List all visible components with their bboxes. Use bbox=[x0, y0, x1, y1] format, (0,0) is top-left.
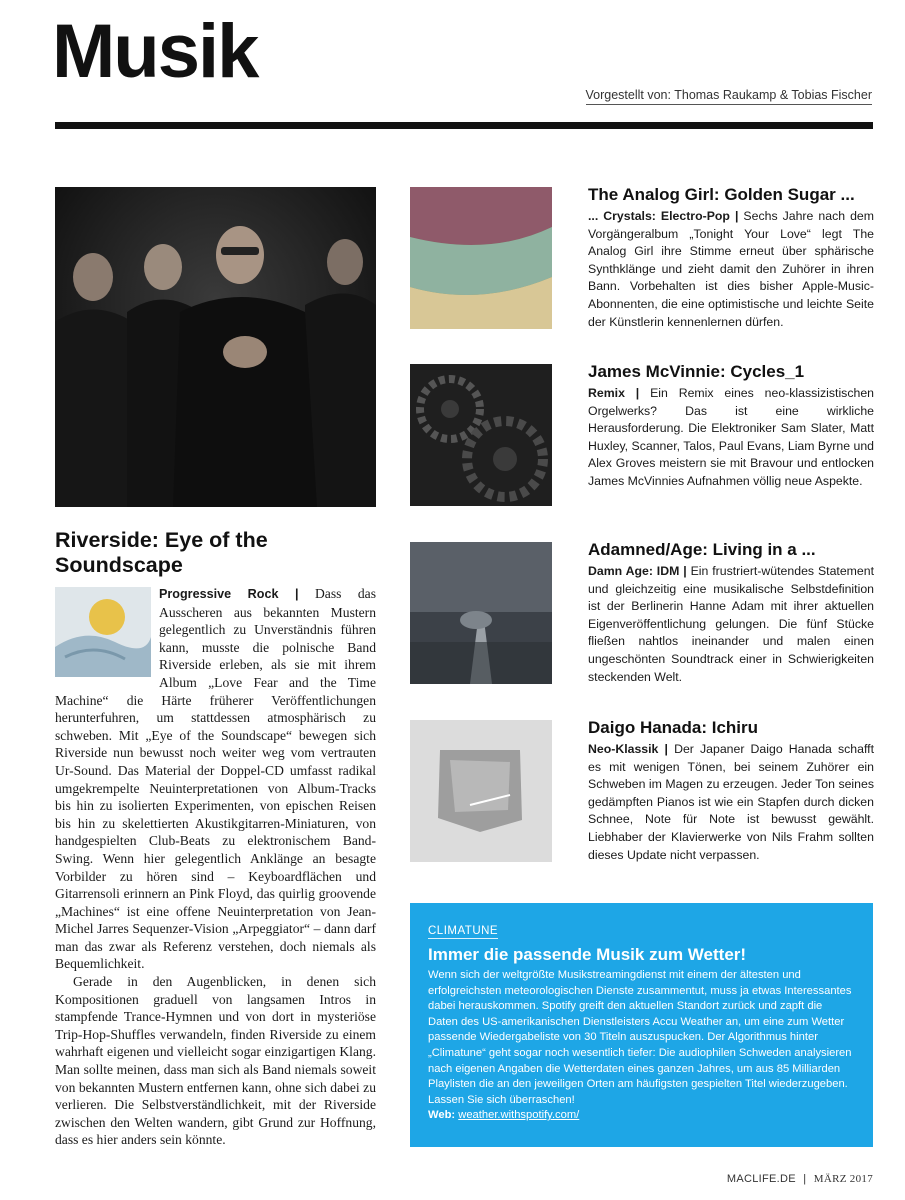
band-photo bbox=[55, 187, 376, 507]
review-title: The Analog Girl: Golden Sugar ... bbox=[588, 185, 855, 204]
byline: Vorgestellt von: Thomas Raukamp & Tobias Fischer bbox=[586, 88, 872, 105]
review-text: Ein frustriert-wütendes Statement und gleichzeitig eine musikalische Selbstdefinition ist der Berlinerin Hanne Adam mit ihrer aktuellen Eigenveröffentlichung gelungen. Die fünf Stücke fließen nahtlos ineinander und malen einen ungeschönten Soundtrack einer in Schwierigkeiten steckenden Welt. bbox=[588, 564, 875, 684]
review-analog-girl bbox=[588, 184, 874, 331]
review-genre: Neo-Klassik | bbox=[588, 742, 668, 756]
feature-genre: Progressive Rock | bbox=[159, 587, 299, 601]
review-genre: Remix | bbox=[588, 386, 640, 400]
web-label: Web: bbox=[428, 1109, 456, 1122]
review-daigo-hanada bbox=[588, 717, 874, 864]
web-link[interactable]: weather.withspotify.com/ bbox=[458, 1109, 580, 1122]
review-adamned-age bbox=[588, 539, 874, 686]
footer-issue: MÄRZ 2017 bbox=[813, 1173, 873, 1185]
review-genre: Damn Age: IDM | bbox=[588, 564, 687, 578]
box-headline: Immer die passende Musik zum Wetter! bbox=[428, 945, 747, 964]
review-title: Daigo Hanada: Ichiru bbox=[588, 718, 759, 737]
climatune-box bbox=[410, 903, 873, 1147]
review-title: James McVinnie: Cycles_1 bbox=[588, 362, 805, 381]
feature-title: Riverside: Eye of the Soundscape bbox=[55, 528, 268, 577]
box-web bbox=[428, 1108, 855, 1124]
page-title: Musik bbox=[52, 9, 258, 94]
adamned-age-cover bbox=[410, 542, 552, 684]
riverside-album-cover bbox=[55, 587, 151, 677]
analog-girl-cover bbox=[410, 187, 552, 329]
feature-body bbox=[55, 585, 376, 1149]
review-text: Ein Remix eines neo-klassizistischen Orgelwerks? Das ist eine wirkliche Herausforderung. Die Elektroniker Sam Slater, Matt Huxley, Scanner, Talos, Paul Evans, Liam Byrne und Alex Groves meistern sie mit Bravour und entlocken James McVinnies Aufnahmen völlig neue Aspekte. bbox=[588, 386, 874, 488]
daigo-hanada-cover bbox=[410, 720, 552, 862]
footer bbox=[727, 1173, 873, 1185]
review-text: Der Japaner Daigo Hanada schafft es mit wenigen Tönen, bei seinem Zuhörer ein Schweben im Magen zu erzeugen. Jeder Ton seines gedämpften Pianos ist wie ein Stapfen durch dicken Schnee, Note für Note ist bewusst gewählt. Liebhaber der Klavierwerke von Nils Frahm sollten dieses Update nicht verpassen. bbox=[588, 742, 874, 862]
footer-separator: | bbox=[803, 1173, 807, 1185]
mcvinnie-cover bbox=[410, 364, 552, 506]
review-text: Sechs Jahre nach dem Vorgängeralbum „Tonight Your Love“ legt The Analog Girl ihre Stimme erneut über sphärische Synthklänge und zieht damit den Zuhörer in ihren Bann. Vorbehalten ist dies bisher Apple-Music-Abonnenten, die eine optimistische und leichte Seite der Künstlerin kennenlernen dürfen. bbox=[588, 209, 874, 329]
box-body: Wenn sich der weltgrößte Musikstreamingdienst mit einem der ältesten und erfolgreichsten meteorologischen Dienste zusammentut, muss ja etwas Interessantes dabei herauskommen. Spotify greift den aktuellen Standort zurück und zapft die Daten des US-amerikanischen Dienstleisters Accu Weather an, um eine zum Wetter passende Wiedergabeliste von 30 Titeln auszuspucken. Der Algorithmus hinter „Climatune“ geht sogar noch wesentlich tiefer: Die audiophilen Schweden analysieren nach eigenen Angaben die Wetterdaten eines ganzen Jahres, um aus 85 Milliarden Playlisten die an den jeweiligen Orten am häufigsten gespielten Titel wiederzugeben. Lassen Sie sich überraschen! bbox=[428, 969, 852, 1106]
header-rule bbox=[55, 122, 873, 129]
feature-paragraph-1: Dass das Ausscheren aus bekannten Mustern gelegentlich zu Unverständnis führen kann, musste die polnische Band Riverside erleben, als sie mit ihrem Album „Love Fear and the Time Machine“ die Härte früherer Veröffentlichungen herunterfuhren, um stattdessen atmosphärisch zu schweben. Mit „Eye of the Soundscape“ bewegen sich Riverside nun bewusst noch weiter weg vom vertrauten Ur-Sound. Das Material der Doppel-CD umfasst radikal umgekrempelte Neuinterpretationen von Album-Tracks bis hin zu isolierten Experimenten, von epischen Reisen bis hin zu skelettierten Akustikgitarren-Miniaturen, von handgespielten Club-Beats zu elektronischem Band-Swing. Wenn hier gelegentlich Anklänge an besagte Vorbilder zu hören sind – Keyboardflächen und Gitarrensoli erinnern an Pink Floyd, das quirlig groovende „Machines“ ist eine offene Neuinterpretation von Jean-Michel Jarres Sequenzer-Vision „Arpeggiator“ – dann darf man das zwar als Referenz verstehen, doch niemals als Bequemlichkeit. bbox=[55, 586, 376, 972]
box-text bbox=[428, 968, 855, 1124]
review-mcvinnie bbox=[588, 361, 874, 491]
box-kicker: CLIMATUNE bbox=[428, 925, 499, 937]
feature-paragraph-2: Gerade in den Augenblicken, in denen sich Kompositionen graduell von langsamen Intros in stampfende Trance-Hymnen und von dort in mysteriöse Trip-Hop-Shuffles verwandeln, finden Riverside zu einem wahrhaft eigenen und vielleicht sogar einzigartigen Klang. Man sollte meinen, dass man sich als Band niemals soweit von bekannten Mustern entfernen kann, ohne sich dabei zu verlieren. Die Selbstverständlichkeit, mit der Riverside zwischen den Welten wandern, gibt Grund zur Hoffnung, dass es hier anders sein könnte. bbox=[55, 974, 376, 1148]
footer-site: MACLIFE.DE bbox=[726, 1173, 796, 1185]
review-title: Adamned/Age: Living in a ... bbox=[588, 540, 816, 559]
review-genre: ... Crystals: Electro-Pop | bbox=[588, 209, 739, 223]
